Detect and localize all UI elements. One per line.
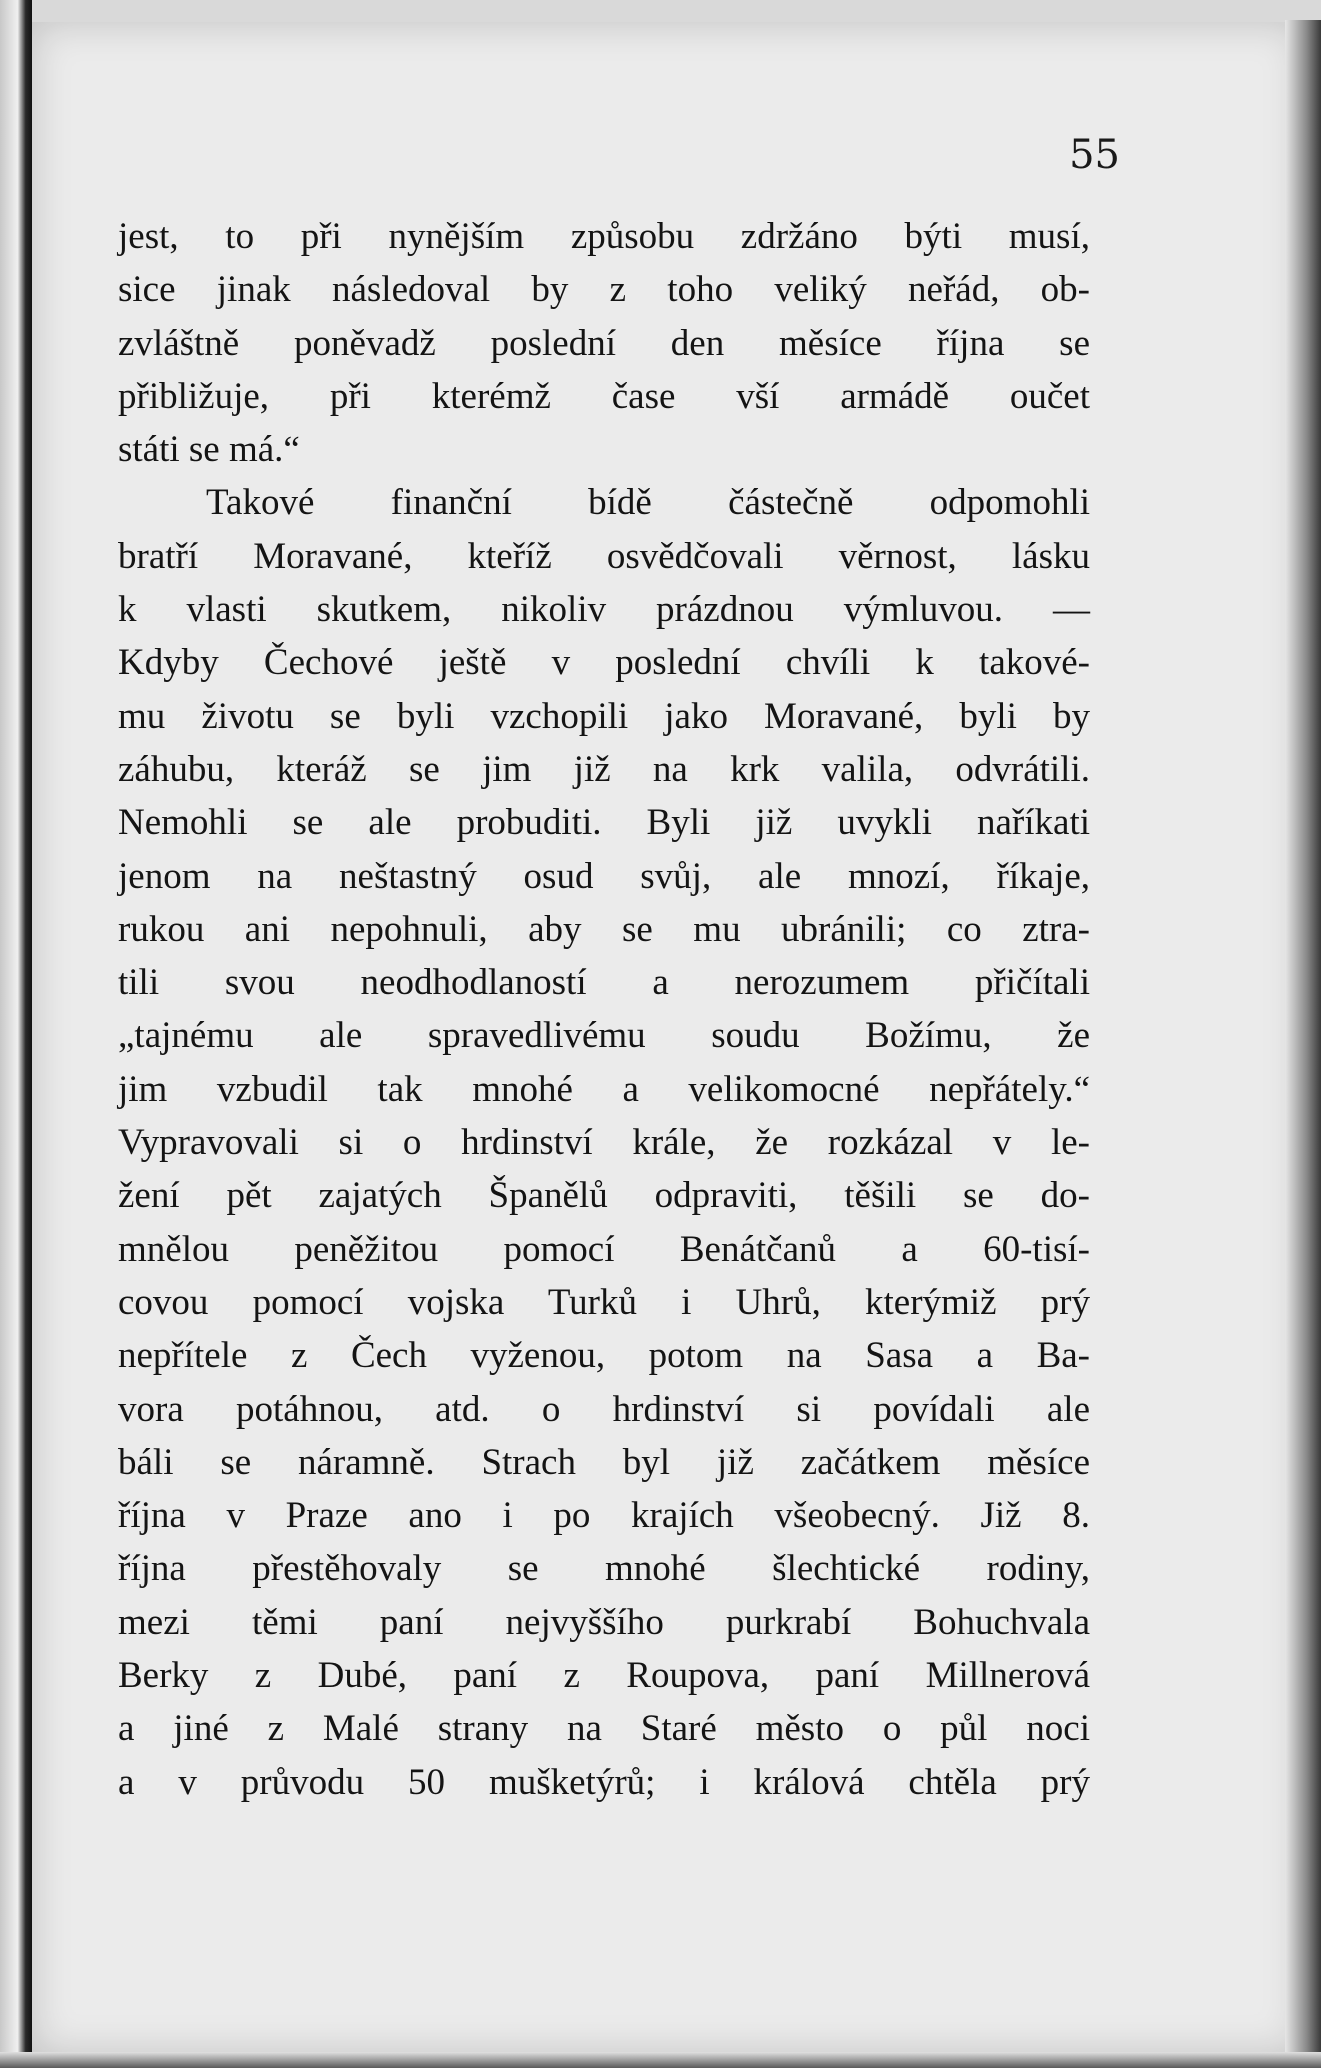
text-line: Nemohli se ale probuditi. Byli již uvykli naříkati [118, 802, 1090, 844]
text-line: bratří Moravané, kteříž osvědčovali věrnost, lásku [118, 535, 1090, 577]
text-line: vora potáhnou, atd. o hrdinství si povídali ale [118, 1388, 1090, 1430]
text-line: státi se má.“ [118, 429, 300, 471]
text-line: října v Praze ano i po krajích všeobecný. Již 8. [118, 1495, 1090, 1537]
text-line: báli se náramně. Strach byl již začátkem měsíce [118, 1441, 1090, 1483]
text-line: nepřítele z Čech vyženou, potom na Sasa a Ba- [118, 1335, 1090, 1377]
text-line: Takové finanční bídě částečně odpomohli [206, 482, 1090, 524]
text-line: Kdyby Čechové ještě v poslední chvíli k takové- [118, 642, 1090, 684]
text-line: Berky z Dubé, paní z Roupova, paní Millnerová [118, 1655, 1090, 1697]
text-line: „tajnému ale spravedlivému soudu Božímu, že [118, 1015, 1090, 1057]
text-line: Vypravovali si o hrdinství krále, že rozkázal v le- [118, 1122, 1090, 1164]
text-line: přibližuje, při kterémž čase vší armádě oučet [118, 375, 1090, 417]
text-line: žení pět zajatých Španělů odpraviti, těšili se do- [118, 1175, 1090, 1217]
body-text [118, 210, 1090, 1809]
text-line: a jiné z Malé strany na Staré město o půl noci [118, 1708, 1090, 1750]
text-line: října přestěhovaly se mnohé šlechtické rodiny, [118, 1548, 1090, 1590]
text-line: rukou ani nepohnuli, aby se mu ubránili; co ztra- [118, 908, 1090, 950]
text-line: jim vzbudil tak mnohé a velikomocné nepřátely.“ [118, 1068, 1090, 1110]
text-line: záhubu, kteráž se jim již na krk valila, odvrátili. [118, 748, 1090, 790]
text-line: tili svou neodhodlaností a nerozumem přičítali [118, 962, 1090, 1004]
text-line: k vlasti skutkem, nikoliv prázdnou výmluvou. — [118, 589, 1090, 631]
text-line: mu životu se byli vzchopili jako Moravané, byli by [118, 695, 1090, 737]
page-right-edge [1285, 20, 1321, 2060]
text-line: zvláštně poněvadž poslední den měsíce října se [118, 322, 1090, 364]
text-line: jest, to při nynějším způsobu zdržáno býti musí, [118, 216, 1090, 257]
page-bottom-edge [0, 2052, 1321, 2068]
page-number: 55 [1069, 132, 1120, 178]
text-line: mezi těmi paní nejvyššího purkrabí Bohuchvala [118, 1601, 1090, 1643]
text-line: mnělou peněžitou pomocí Benátčanů a 60-tisí- [118, 1228, 1090, 1270]
page-left-edge [0, 0, 32, 2068]
text-line: a v průvodu 50 mušketýrů; i králová chtěla prý [118, 1761, 1090, 1803]
text-line: covou pomocí vojska Turků i Uhrů, kterýmiž prý [118, 1281, 1090, 1323]
text-line: jenom na neštastný osud svůj, ale mnozí, říkaje, [118, 855, 1090, 897]
text-line: sice jinak následoval by z toho veliký neřád, ob- [118, 269, 1090, 311]
